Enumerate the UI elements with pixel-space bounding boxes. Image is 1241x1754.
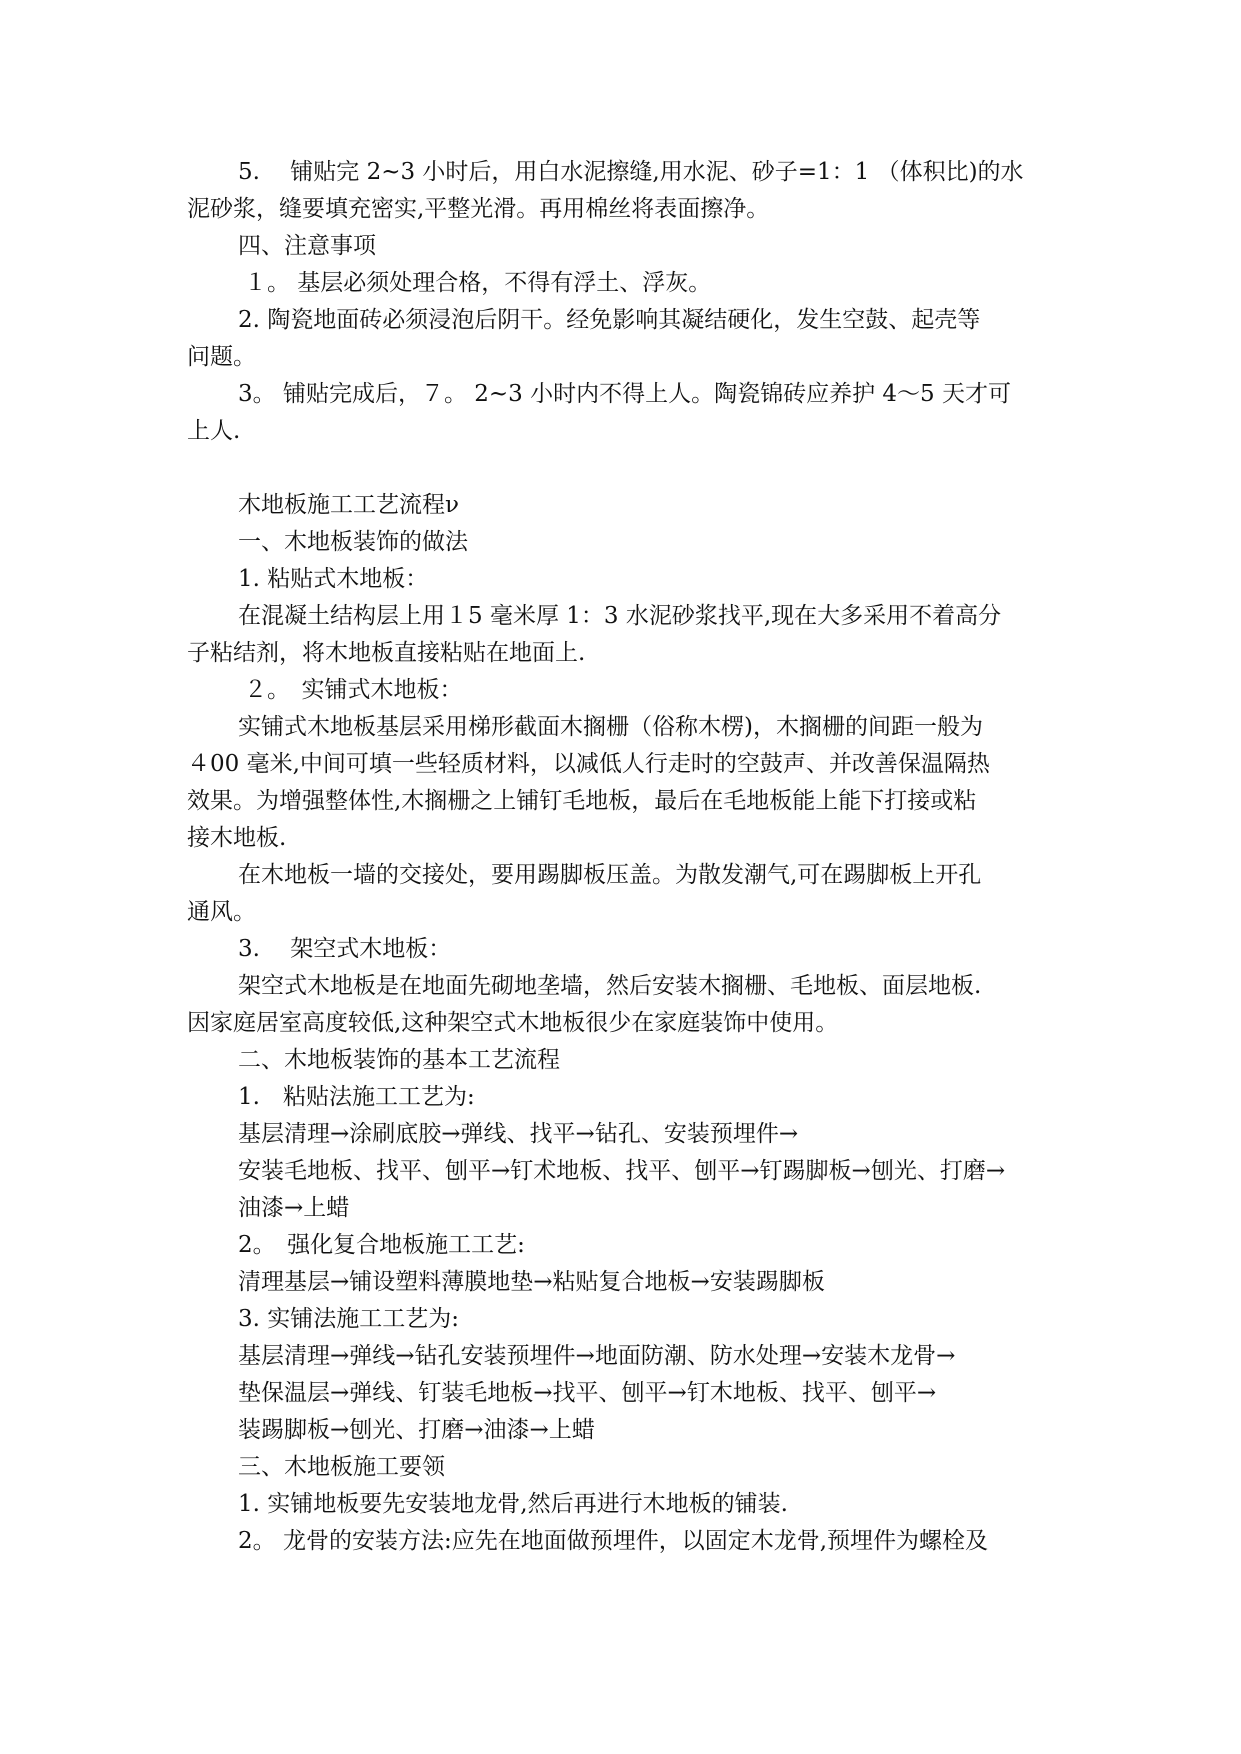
- text-line: 基层清理→弹线→钻孔安装预埋件→地面防潮、防水处理→安装木龙骨→: [238, 1343, 956, 1369]
- text-line: 清理基层→铺设塑料薄膜地垫→粘贴复合地板→安装踢脚板: [238, 1269, 825, 1295]
- text-line: 装踢脚板→刨光、打磨→油漆→上蜡: [238, 1417, 595, 1443]
- text-line: 因家庭居室高度较低,这种架空式木地板很少在家庭装饰中使用。: [187, 1010, 839, 1036]
- text-line: 子粘结剂，将木地板直接粘贴在地面上.: [187, 640, 586, 666]
- text-line: 基层清理→涂刷底胶→弹线、找平→钻孔、安装预埋件→: [238, 1121, 799, 1147]
- text-line: 泥砂浆，缝要填充密实,平整光滑。再用棉丝将表面擦净。: [187, 196, 770, 222]
- text-line: ２。 实铺式木地板：: [244, 677, 463, 703]
- section-heading: 三、木地板施工要领: [238, 1454, 445, 1480]
- text-line: 问题。: [187, 344, 256, 370]
- text-line: 架空式木地板是在地面先砌地垄墙，然后安装木搁栅、毛地板、面层地板.: [238, 973, 982, 999]
- text-line: 1. 粘贴式木地板：: [238, 566, 429, 592]
- text-line: 油漆→上蜡: [238, 1195, 350, 1221]
- text-line: 垫保温层→弹线、钉装毛地板→找平、刨平→钉木地板、找平、刨平→: [238, 1380, 937, 1406]
- section-heading: 四、注意事项: [238, 233, 376, 259]
- text-line: 3. 实铺法施工工艺为:: [238, 1306, 460, 1332]
- text-line: 1. 粘贴法施工工艺为:: [238, 1084, 475, 1110]
- text-line: 接木地板.: [187, 825, 287, 851]
- text-line: 2。 龙骨的安装方法:应先在地面做预埋件，以固定木龙骨,预埋件为螺栓及: [238, 1528, 989, 1554]
- text-line: 2。 强化复合地板施工工艺:: [238, 1232, 525, 1258]
- text-line: １。 基层必须处理合格，不得有浮土、浮灰。: [244, 270, 712, 296]
- text-line: 3。 铺贴完成后，７。 2~3 小时内不得上人。陶瓷锦砖应养护 4～5 天才可: [238, 381, 1011, 407]
- text-line: 上人.: [187, 418, 241, 444]
- text-line: 效果。为增强整体性,木搁栅之上铺钉毛地板，最后在毛地板能上能下打接或粘: [187, 788, 977, 814]
- text-line: 在混凝土结构层上用１5 毫米厚 1：3 水泥砂浆找平,现在大多采用不着高分: [238, 603, 1002, 629]
- text-line: 通风。: [187, 899, 256, 925]
- section-heading: 一、木地板装饰的做法: [238, 529, 468, 555]
- text-line: 5. 铺贴完 2~3 小时后，用白水泥擦缝,用水泥、砂子=1：1 （体积比)的水: [238, 159, 1024, 185]
- text-line: 实铺式木地板基层采用梯形截面木搁栅（俗称木楞)，木搁栅的间距一般为: [238, 714, 983, 740]
- text-line: 在木地板一墙的交接处，要用踢脚板压盖。为散发潮气,可在踢脚板上开孔: [238, 862, 982, 888]
- text-line: 2. 陶瓷地面砖必须浸泡后阴干。经免影响其凝结硬化，发生空鼓、起壳等: [238, 307, 981, 333]
- section-heading: 二、木地板装饰的基本工艺流程: [238, 1047, 560, 1073]
- document-title: 木地板施工工艺流程ν: [238, 492, 459, 518]
- text-line: 3. 架空式木地板：: [238, 936, 452, 962]
- text-line: ４00 毫米,中间可填一些轻质材料，以减低人行走时的空鼓声、并改善保温隔热: [187, 751, 990, 777]
- text-line: 1. 实铺地板要先安装地龙骨,然后再进行木地板的铺装.: [238, 1491, 788, 1517]
- text-line: 安装毛地板、找平、刨平→钉术地板、找平、刨平→钉踢脚板→刨光、打磨→: [238, 1158, 1006, 1184]
